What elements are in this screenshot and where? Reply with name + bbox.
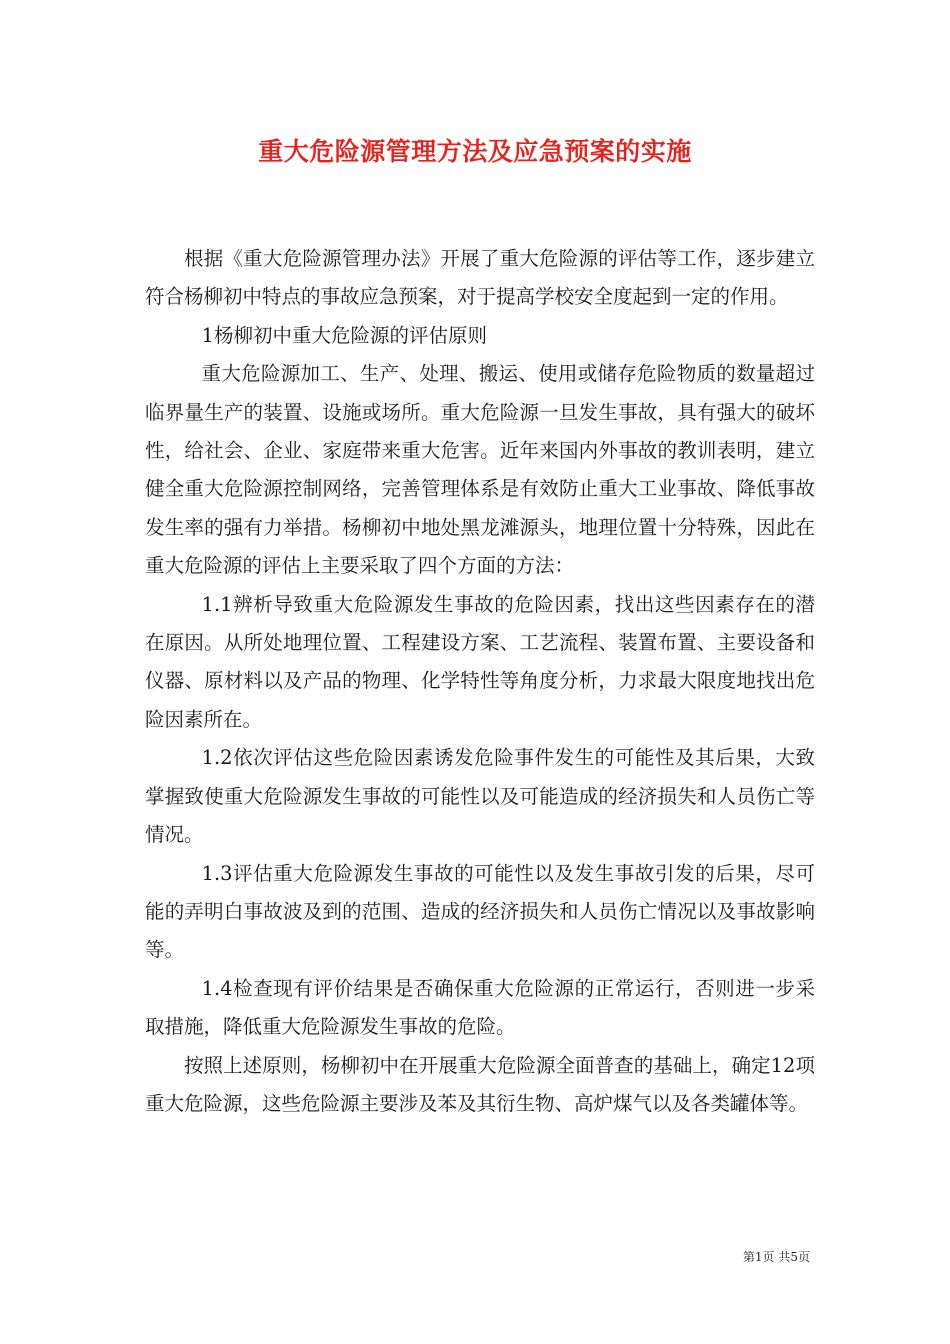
paragraph-definition: 重大危险源加工、生产、处理、搬运、使用或储存危险物质的数量超过临界量生产的装置、设施或场所。重大危险源一旦发生事故，具有强大的破坏性，给社会、企业、家庭带来重大危害。近年来国内外事故的教训表明，建立健全重大危险源控制网络，完善管理体系是有效防止重大工业事故、降低事故发生率的强有力举措。杨柳初中地处黑龙滩源头，地理位置十分特殊，因此在重大危险源的评估上主要采取了四个方面的方法： <box>145 362 815 578</box>
paragraph-conclusion: 按照上述原则，杨柳初中在开展重大危险源全面普查的基础上，确定12项重大危险源，这些危险源主要涉及苯及其衍生物、高炉煤气以及各类罐体等。 <box>145 1053 815 1115</box>
paragraph-1-2: 1.2依次评估这些危险因素诱发危险事件发生的可能性及其后果，大致掌握致使重大危险源发生事故的可能性以及可能造成的经济损失和人员伤亡等情况。 <box>145 746 815 847</box>
page-number: 第1页 共5页 <box>742 1250 810 1264</box>
document-body <box>145 240 815 1123</box>
document-title: 重大危险源管理方法及应急预案的实施 <box>258 137 692 166</box>
paragraph-1-4: 1.4检查现有评价结果是否确保重大危险源的正常运行，否则进一步采取措施，降低重大危险源发生事故的危险。 <box>145 976 815 1039</box>
paragraph-intro: 根据《重大危险源管理办法》开展了重大危险源的评估等工作，逐步建立符合杨柳初中特点的事故应急预案，对于提高学校安全度起到一定的作用。 <box>145 247 815 309</box>
paragraph-1-1: 1.1辨析导致重大危险源发生事故的危险因素，找出这些因素存在的潜在原因。从所处地理位置、工程建设方案、工艺流程、装置布置、主要设备和仪器、原材料以及产品的物理、化学特性等角度分析，力求最大限度地找出危险因素所在。 <box>145 592 815 731</box>
paragraph-1-3: 1.3评估重大危险源发生事故的可能性以及发生事故引发的后果，尽可能的弄明白事故波及到的范围、造成的经济损失和人员伤亡情况以及事故影响等。 <box>145 861 815 962</box>
section-heading-1: 1杨柳初中重大危险源的评估原则 <box>201 323 487 347</box>
